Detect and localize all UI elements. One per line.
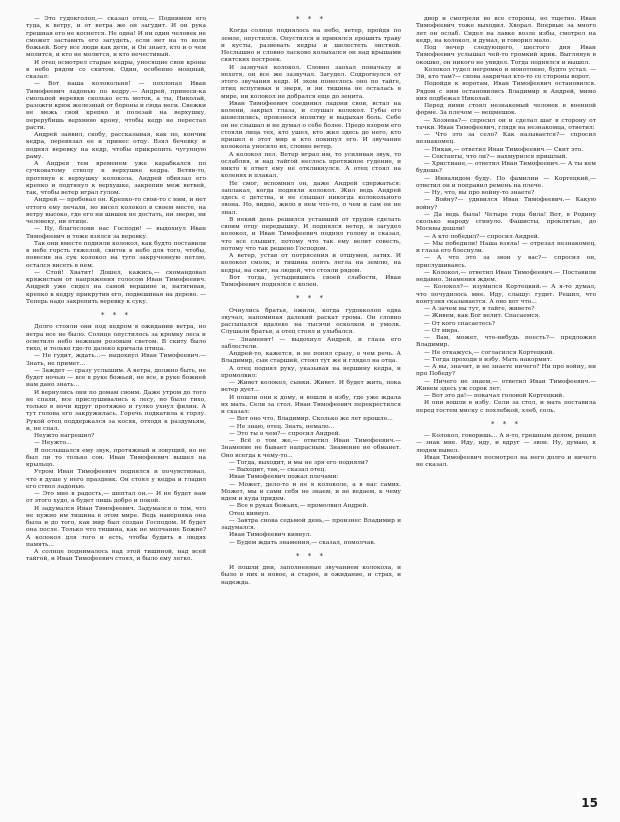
paragraph: Отец кивнул. <box>229 510 271 517</box>
section-separator: * * * <box>101 311 131 319</box>
paragraph: Неужто нагрешил? <box>34 433 95 439</box>
paragraph: Очнулись братья, ожили, когда гудокколоп едва звучал, напоминая далекий раскат грома. Он словно рассыпался вдалеке на тысячи осколков и умолк. Слушали братья, а отец стоял и улыбался. <box>221 307 401 336</box>
paragraph: — Заждет — сразу услышим. А ветра, должно быть, не будет ночью — все в руке божьей, не все, в руке божией нам дано знать... <box>26 367 206 389</box>
story-block <box>416 433 596 469</box>
paragraph: — Знаменит! — выдохнул Андрей, и глаза его заблестели. <box>221 336 401 350</box>
paragraph: И задумался Иван Тимофеевич. Задумался о том, что не нужно им тишина в этом мире. Ведь наверняка она была и до того, как мир был создан Господом. И будет она после. Только что тишина, как не молчание Божие? А колокол для того и есть, чтобы будить в людях память... <box>26 505 206 548</box>
paragraph: — Стой! Хватит! Дошел, кажись,— скомандовал кряжистым от напряжения голосом Иван Тимофеевич. Андрей уже сидел на самой вершине и, натягивая, крепко к кедру прикрутив его, подвешивая на дерево. — Теперь надо закрепить веревку к суку. <box>26 269 206 305</box>
paragraph: — Ну, что, вы про войну-то знаете? <box>424 190 535 196</box>
paragraph: — Христиане,— ответил Иван Тимофеевич.— А ты кем будешь? <box>416 161 596 175</box>
section-separator: * * * <box>296 15 326 23</box>
paragraph: — Выходит, так,— сказал отец. <box>229 467 327 473</box>
paragraph: — Может, дело-то и не в колоколе, а в нас самих. Может, мы и сами себя не знаем, и не ведаем, к чему идем и куда придем. <box>221 481 401 502</box>
paragraph: — Всё о том же,— ответил Иван Тимофеевич.— Знамение не бывает напрасным. Знамение не обманет. Оно всегда к чему-то... <box>221 438 401 459</box>
story-block <box>221 565 401 587</box>
section-separator: * * * <box>296 551 326 560</box>
paragraph: — Живем, как Бог велит. Спасаемся. <box>424 313 541 320</box>
paragraph: — Тогда, выходит, и мы не зря его подняли? <box>229 459 368 466</box>
paragraph: — Вот это да!— покачал головой Кортецкий. <box>424 393 565 399</box>
paragraph: А колокол пел. Ветер играл им, то усиливая звук, то ослабляя, и над тайгой неслось протяжное гудение, и никто в ответ ему не откликнулся. А отец стоял на коленях и плакал. <box>221 151 401 180</box>
magazine-page <box>26 16 598 806</box>
paragraph: Долго стояли они под кедром в ожидании ветра, но ветра все не было. Солнце опустилось за кромку леса и осветило небо нежным розовым светом. В скиту было тихо, и только где-то далеко кричала птица. <box>26 324 206 352</box>
paragraph: — Сектанты, что ли?— нахмурился пришлый. <box>424 153 568 160</box>
section-separator: * * * <box>296 294 326 303</box>
paragraph: И пошли они к дому, и вошли в избу, где уже ждала их мать. Сели за стол. Иван Тимофеевич перекрестился и сказал: <box>221 394 401 415</box>
paragraph: — Мы победили! Наша взяла! — отрезал незнакомец, и глаза его блеснули. <box>416 240 596 254</box>
paragraph: Иван Тимофеевич соединил ладони свои, встал на колени, закрыл глаза, и слушал колокол. Губы его шевелились, произнося молитву и выдыхая боль. Себе он не слышал и не думал о себе более. Предо взором его стояли лица тех, кто ушел, кто жил здесь до него, кто пришел в этот мир и кто покинул его. И звучание колокола уносило их, словно ветер. <box>221 100 401 151</box>
paragraph: — Вот наша колокольня! — похлопал Иван Тимофеевич ладонью по кедру.— Андрей, принеси-ка смольной веревки сколько есть моток, а ты, Николай, разожги крюк железный от бороны и сюда неси. Свежки не межь свой крепко и полезай на верхушку, перерубишь верхнюю крону, чтобы кедр не перестал расти. <box>26 81 206 131</box>
paragraph: Иван Тимофеевич кивнул. <box>229 532 312 539</box>
text-column-1 <box>26 16 206 564</box>
paragraph: — Вам, может, что-нибудь поесть?— предложил Владимир. <box>416 335 596 349</box>
paragraph: — Живет колокол, сынки. Живет. И будет жить, пока ветер дует... <box>221 380 401 394</box>
story-block <box>26 324 206 563</box>
paragraph: — А что это за звон у вас?— спросил он, прислушиваясь. <box>416 255 596 269</box>
paragraph: — Не знаю, отец. Знать, немало... <box>229 423 335 430</box>
paragraph: И вернулись они по домам своим. Даже утром до того не спали, все прислушивались к лесу, но было тихо, только в ночи вдруг протяжно и гулко ухнул филин. А тут голова его закружилась. Горечь подкатила к горлу. Рукой отец поддержался за косяк, отходя к раздумьям, и, не спал. <box>26 389 206 432</box>
paragraph: — Не гудит, ждать...— выдохнул Иван Тимофеевич.— Знать, не примет... <box>26 353 206 367</box>
paragraph: — Все в руках божьих,— промолвил Андрей. <box>229 503 369 510</box>
paragraph: Не смог, вспомнил он, даже Андрей сдержаться: заплакал, когда подняли колокол. Жил ведь Андрей здесь с детства, и не слышал никогда колокольного звона. Но, видно, жило в нем что-то, о чем и сам он не знал. <box>221 180 401 216</box>
paragraph: И отец осмотрел старые кедры, уносящие свои кроны в небо рядом со скитом. Один, особенно мощный, сказал: <box>26 59 206 80</box>
paragraph: Перед ними стоял незнакомый человек в военной форме. За плечом — вещмешок. <box>416 103 596 117</box>
paragraph: Колокол гудел негромко и монотонно, будто устал. — Эй, кто там?— снова закричал кто-то со стороны ворот. <box>416 66 596 80</box>
story-block <box>416 284 596 415</box>
paragraph: Андрей заявил, скобу, рассказывая, как по, кончик кедра, перевязал ее и принес отцу. Взял бечевку и поднял веревку на кедр, чтобы прикрепить чугунную раму. <box>26 132 206 160</box>
paragraph: — От кого спасаетесь? <box>424 320 495 327</box>
page-number: 15 <box>581 796 598 810</box>
paragraph: И они вошли в избу. Сели за стол, и мать поставила перед гостем миску с похлебкой, хлеб, соль. <box>416 400 596 414</box>
paragraph: — Это гудокголоп,— сказал отец.— Поднимем его туда, к ветру, и от ветра же он загудит. И он рука грешная его не коснется. Не одна! И ни один человек не сможет заставить его загудеть, если нет на то воли божьей. Богу все люди как дети, и Он знает, кто и о чем молится, и кто не молится, и кто нечестивый. <box>26 16 206 59</box>
paragraph: — Колокол, говоришь... А я-то, грешным делом, решил — знак мне. Иду, иду, и вдруг — звон. Ну, думаю, к людям вывел. <box>416 433 596 454</box>
paragraph: А солнце поднималось над этой тишиной, над всей тайгой, и Иван Тимофеевич стоял, и было ему легко. <box>26 549 206 563</box>
story-block <box>221 308 401 547</box>
paragraph: — Неужто... <box>34 440 72 447</box>
text-column-2 <box>221 16 401 587</box>
paragraph: Когда солнце поднялось на небо, ветер, пройдя по земле, опустился. Опустился и принялся ерошить траву и кусты, развевать кедры и шелестеть листвой. Неслышно и словно ласково колыхался он над крышами скитских построек. <box>221 28 401 64</box>
paragraph: — А вы, значит, и не знаете ничего? Ни про войну, ни про Победу? <box>416 364 596 378</box>
paragraph: — Это ты о чем?— спросил Андрей. <box>229 430 341 437</box>
section-separator: * * * <box>491 419 521 428</box>
paragraph: — Что это за село? Как называется?— спросил незнакомец. <box>416 132 596 146</box>
paragraph: — Инвалидом буду. По фамилии — Кортецкий,— ответил он и поправил ремень на плече. <box>416 175 596 189</box>
paragraph: — Никак,— ответил Иван Тимофеевич.— Скит это. <box>424 146 584 153</box>
paragraph: В некий день решился уставший от трудов сделать своим отцу передышку. И поднялся ветер, и загудел колокол, и Иван Тимофеевич поднял голову и сказал, что все слышит, потому что так ему велит совесть, потому что так решено Господом. <box>221 216 401 252</box>
paragraph: — Войну?— удивился Иван Тимофеевич.— Какую войну? <box>416 197 596 211</box>
paragraph: — А кто победил?— спросил Андрей. <box>424 233 540 240</box>
paragraph: — А зачем вы тут, в тайге, живете? <box>424 306 535 312</box>
paragraph: А ветер, устав от потрясения и отшумев, затих. И колокол смолк, и тишина опять легла на землю, на кедры, на скит, на людей, что стояли рядом. <box>221 253 401 274</box>
paragraph: Подойдя к воротам, Иван Тимофеевич остановился. Рядом с ним остановились Владимир и Андрей, мимо них подбежал Николай. <box>416 81 596 102</box>
paragraph: Иван Тимофеевич посмотрел на него долго и ничего не сказал. <box>416 454 596 468</box>
paragraph: Вот тогда, устыдившись своей слабости, Иван Тимофеевич поднялся с колен. <box>221 274 401 288</box>
paragraph: — Ничего не знаем,— ответил Иван Тимофеевич.— Живем здесь уж сорок лет. <box>416 378 596 392</box>
paragraph: — Колокол,— ответил Иван Тимофеевич.— Поставили недавно. Знамения ждем. <box>416 269 596 283</box>
paragraph: — Ну, благослови нас Господи! — выдохнул Иван Тимофеевич и тоже взялся за веревку. <box>26 226 206 240</box>
paragraph: И пошли дни, заполненные звучанием колокола, и было в них и новое, и старое, и ожидание, и страх, и надежда. <box>221 565 401 586</box>
paragraph: — Это мне в радость,— шептал он.— И не будет нам от этого худо, а будет лишь добро и покой. <box>26 491 206 505</box>
paragraph: — Хозяева?— спросил он и сделал шаг в сторону от тачки. Иван Тимофеевич, глядя на незнакомца, ответил: <box>416 117 596 131</box>
story-block <box>26 16 206 306</box>
paragraph: Андрей — пробовал он. Крепко-то свои-то с ним, и нет оттого ему печали, но висел колокол в своем месте, на ветру высоко, где его ни шишек не достать, ни зверю, ни человеку, ни птице. <box>26 197 206 225</box>
paragraph: двор и смотрели во все стороны, но тщетно. Иван Тимофеевич тоже выходил. Хворал. Впервые за много лет он ослаб. Сидел на лавке возле избы, смотрел на кедр, на колокол, и думал, и говорил мало. <box>416 16 596 44</box>
paragraph: И зазвучал колокол. Словно заохал поначалу и нехотя, он все же зазвучал. Загудел. Содрогнулся от этого звучания кедр. И эхом понеслось оно по тайге, птиц вспугивая и зверя, и ни тишина не осталась в мире, ни колокол не добрался еще до зенита. <box>221 64 401 100</box>
story-block <box>221 28 401 289</box>
paragraph: — От мира. <box>424 327 460 334</box>
paragraph: — Завтра снова седьмой день,— произнес Владимир и задумался. <box>221 517 401 531</box>
paragraph: А Андрея тем временем уже карабкался по сучковатому стволу к верхушке кедра. Ветви-то, протянув к верхушку колокола. Андрей обвязал его крепко и подтянул к верхушке, закрепив меж ветвей, так, чтобы ветер играл гулом. <box>26 161 206 196</box>
text-column-3 <box>416 16 596 469</box>
paragraph: Так они вместе подняли колокол, как будто поставили в небе горсть тяжелой, свиток в небо для того, чтобы, повесив на сук колокол на туго закрученную петлю, остался висеть в нем. <box>26 240 206 269</box>
paragraph: — Колокол?— изумился Кортецкий.— А я-то думал, что почудилось мне. Иду, слышу: гудит. Решил, что контузия сказывается. А оно вот что... <box>416 284 596 305</box>
paragraph: Иван Тимофеевич пожал плечами: <box>229 474 339 481</box>
paragraph: А отец поднял руку, указывая на вершину кедра, и промолвил: <box>221 365 401 379</box>
paragraph: — Да ведь была! Четыре года била! Вот, в Родину сколько народу сгинуло. Фашисты, проклятые, до Москвы дошли! <box>416 211 596 233</box>
paragraph: Я послышался ему звук, протяжный и зовущий, но не был ли то только сон. Иван Тимофеевич вышел на крыльцо. <box>26 447 206 468</box>
paragraph: Под вечер следующего, шестого дня Иван Тимофеевич услышал чей-то громкий крик. Выглянув в окошко, он никого не увидел. Тогда поднялся и вышел. <box>416 45 596 66</box>
paragraph: — Вот оно что, Владимир. Сколько же лет прошло... <box>229 416 393 423</box>
paragraph: — Не откажусь,— согласился Кортецкий. <box>424 349 555 356</box>
paragraph: — Тогда проходи в избу. Мать накормит. <box>424 356 552 363</box>
story-block <box>416 16 596 284</box>
paragraph: Андрей-то, кажется, и не понял сразу, о чем речь. А Владимир, сын старший, стоял тут же и глядел на отца. <box>221 351 401 365</box>
paragraph: Утром Иван Тимофеевич поднялся и почувствовал, что в душе у него праздник. Он стоял у кедра и гладил его ствол ладонью. <box>26 469 206 490</box>
paragraph: — Будем ждать знамения,— сказал, помолчав. <box>229 539 376 546</box>
